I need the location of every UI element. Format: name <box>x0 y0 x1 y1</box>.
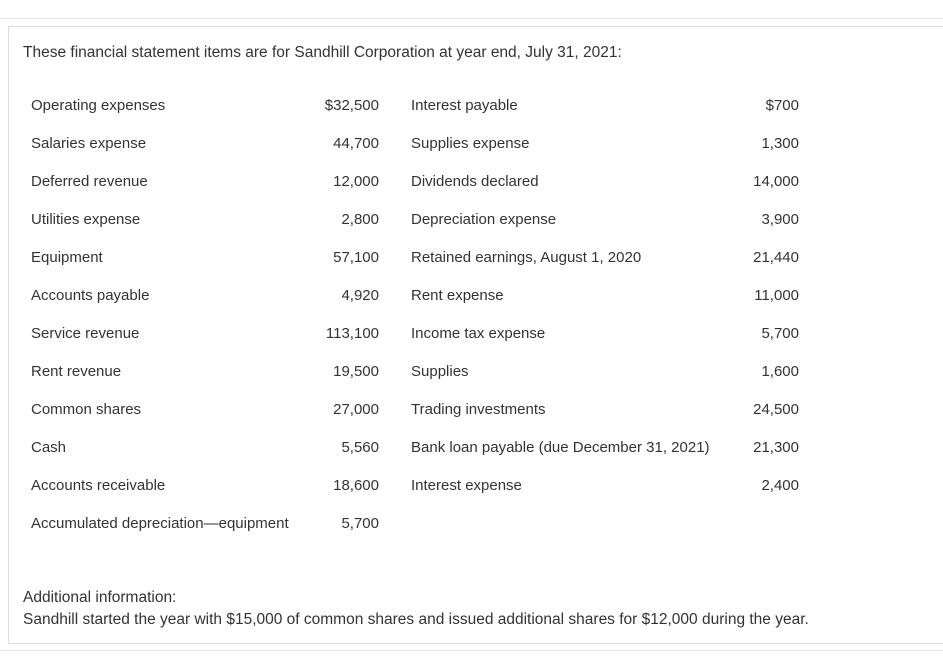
item-label: Cash <box>31 439 67 456</box>
table-row <box>9 322 943 346</box>
item-label: Operating expenses <box>31 97 166 114</box>
item-label: Service revenue <box>31 325 140 342</box>
item-value: 1,600 <box>761 363 799 380</box>
item-label: Salaries expense <box>31 135 147 152</box>
intro-text: These financial statement items are for Sandhill Corporation at year end, July 31, 2021: <box>23 44 622 61</box>
item-label: Dividends declared <box>411 173 539 190</box>
item-value: 2,800 <box>341 211 379 228</box>
item-label: Retained earnings, August 1, 2020 <box>411 249 642 266</box>
item-label: Accumulated depreciation—equipment <box>31 515 289 532</box>
item-label: Interest payable <box>411 97 518 114</box>
item-value: 1,300 <box>761 135 799 152</box>
item-value: 19,500 <box>333 363 379 380</box>
item-label: Rent revenue <box>31 363 122 380</box>
item-value: 57,100 <box>333 249 379 266</box>
table-row <box>9 132 943 156</box>
item-value: 44,700 <box>333 135 379 152</box>
additional-information <box>23 587 809 631</box>
header-strip <box>0 0 943 19</box>
item-label: Income tax expense <box>411 325 546 342</box>
table-row <box>9 512 943 536</box>
table-row <box>9 360 943 384</box>
item-value: 21,300 <box>753 439 799 456</box>
item-label: Deferred revenue <box>31 173 148 190</box>
additional-text: Sandhill started the year with $15,000 of common shares and issued additional shares for $12,000 during the year. <box>23 611 809 628</box>
item-label: Bank loan payable (due December 31, 2021) <box>411 439 710 456</box>
item-value: 3,900 <box>761 211 799 228</box>
item-value: $32,500 <box>324 97 379 114</box>
item-label: Supplies expense <box>411 135 530 152</box>
additional-heading: Additional information: <box>23 589 177 606</box>
item-value: 12,000 <box>333 173 379 190</box>
bottom-divider <box>0 650 943 661</box>
table-row <box>9 246 943 270</box>
table-row <box>9 398 943 422</box>
table-row <box>9 474 943 498</box>
table-row <box>9 436 943 460</box>
item-label: Common shares <box>31 401 142 418</box>
item-value: 2,400 <box>761 477 799 494</box>
item-value: 18,600 <box>333 477 379 494</box>
table-row <box>9 170 943 194</box>
table-row <box>9 208 943 232</box>
item-value: 11,000 <box>754 287 799 304</box>
question-panel <box>8 26 943 644</box>
item-label: Accounts payable <box>31 287 150 304</box>
item-value: 5,700 <box>341 515 379 532</box>
item-label: Depreciation expense <box>411 211 557 228</box>
item-label: Accounts receivable <box>31 477 166 494</box>
item-label: Trading investments <box>411 401 546 418</box>
item-value: 24,500 <box>753 401 799 418</box>
item-label: Equipment <box>31 249 103 266</box>
item-value: 113,100 <box>325 325 379 342</box>
item-value: $700 <box>765 97 799 114</box>
item-label: Interest expense <box>411 477 522 494</box>
item-label: Rent expense <box>411 287 504 304</box>
item-value: 4,920 <box>341 287 379 304</box>
table-row <box>9 94 943 118</box>
item-label: Utilities expense <box>31 211 141 228</box>
item-value: 5,560 <box>341 439 379 456</box>
item-value: 5,700 <box>761 325 799 342</box>
item-value: 14,000 <box>753 173 799 190</box>
item-value: 21,440 <box>753 249 799 266</box>
item-value: 27,000 <box>333 401 379 418</box>
item-label: Supplies <box>411 363 469 380</box>
table-row <box>9 284 943 308</box>
